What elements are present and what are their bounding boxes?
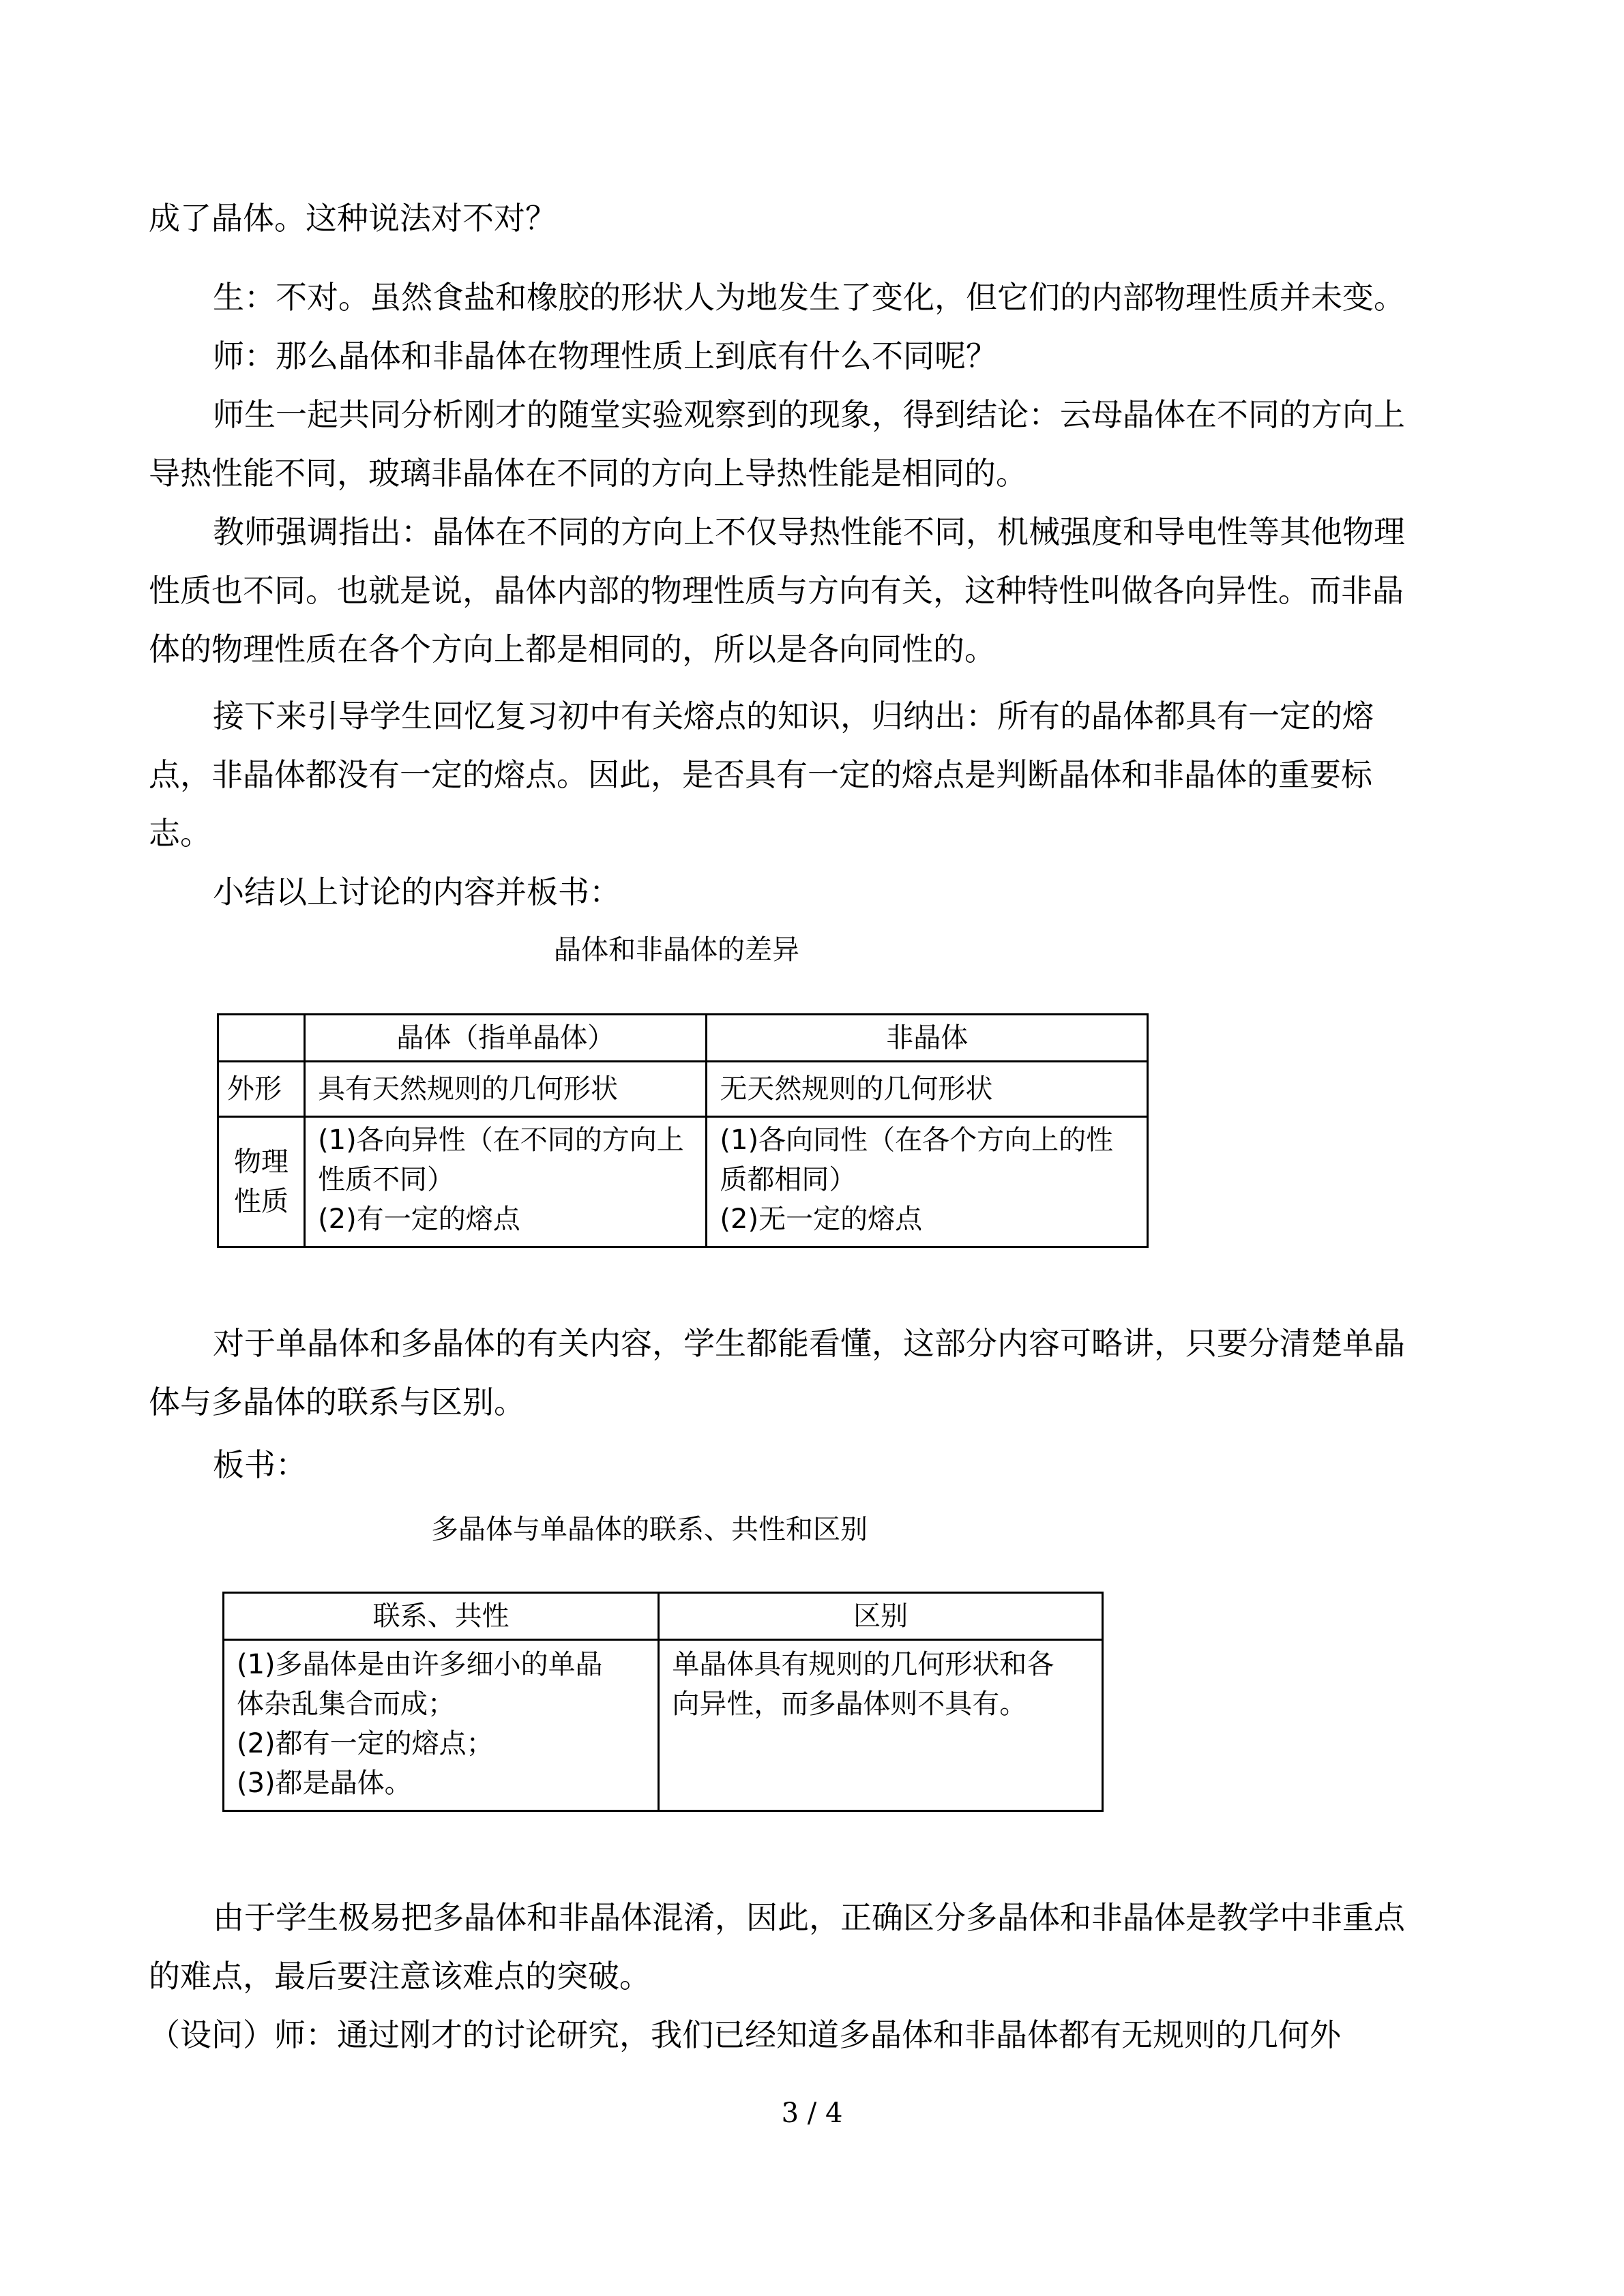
row-label (218, 1117, 305, 1247)
row-label-line: 性质 (234, 1186, 289, 1217)
cell-line: (2)都有一定的熔点； (237, 1728, 494, 1759)
row-label: 外形 (218, 1062, 305, 1117)
cell-line: 质都相同） (720, 1164, 857, 1195)
paragraph-line: 导热性能不同，玻璃非晶体在不同的方向上导热性能是相同的。 (149, 455, 1027, 492)
table-cell: 具有天然规则的几何形状 (305, 1062, 707, 1117)
crystal-comparison-table (217, 1013, 1149, 1248)
table-caption: 晶体和非晶体的差异 (554, 934, 799, 966)
cell-line: (3)都是晶体。 (237, 1768, 412, 1799)
paragraph-line: 师：那么晶体和非晶体在物理性质上到底有什么不同呢？ (213, 338, 997, 374)
paragraph-line: 由于学生极易把多晶体和非晶体混淆，因此，正确区分多晶体和非晶体是教学中非重点 (213, 1899, 1405, 1936)
table-row (218, 1062, 1148, 1117)
table-header-row (224, 1593, 1103, 1640)
paragraph-line: 性质也不同。也就是说，晶体内部的物理性质与方向有关，这种特性叫做各向异性。而非晶 (149, 572, 1404, 609)
table-header-row (218, 1015, 1148, 1062)
paragraph-line: 体的物理性质在各个方向上都是相同的，所以是各向同性的。 (149, 631, 996, 668)
paragraph-line: 小结以上讨论的内容并板书： (213, 874, 621, 910)
paragraph-line: （设问）师：通过刚才的讨论研究，我们已经知道多晶体和非晶体都有无规则的几何外 (149, 2016, 1341, 2053)
paragraph-line: 成了晶体。这种说法对不对？ (149, 200, 557, 237)
paragraph-line: 点，非晶体都没有一定的熔点。因此，是否具有一定的熔点是判断晶体和非晶体的重要标 (149, 756, 1372, 793)
table-row (218, 1117, 1148, 1247)
row-label-line: 物理 (234, 1146, 289, 1178)
header-cell: 联系、共性 (224, 1593, 659, 1640)
header-cell: 非晶体 (707, 1015, 1148, 1062)
header-cell (218, 1015, 305, 1062)
cell-line: (1)各向同性（在各个方向上的性 (720, 1124, 1114, 1156)
table-cell (659, 1640, 1103, 1811)
header-cell: 晶体（指单晶体） (305, 1015, 707, 1062)
table-cell (224, 1640, 659, 1811)
paragraph-line: 板书： (213, 1446, 307, 1483)
paragraph-line: 志。 (149, 815, 211, 852)
table-cell: 无天然规则的几何形状 (707, 1062, 1148, 1117)
paragraph-line: 教师强调指出：晶体在不同的方向上不仅导热性能不同，机械强度和导电性等其他物理 (213, 513, 1405, 550)
table-caption: 多晶体与单晶体的联系、共性和区别 (431, 1514, 868, 1545)
cell-line: 向异性，而多晶体则不具有。 (672, 1688, 1027, 1720)
paragraph-line: 对于单晶体和多晶体的有关内容，学生都能看懂，这部分内容可略讲，只要分清楚单晶 (213, 1325, 1405, 1362)
table-row (224, 1640, 1103, 1811)
paragraph-line: 生：不对。虽然食盐和橡胶的形状人为地发生了变化，但它们的内部物理性质并未变。 (213, 279, 1405, 316)
cell-line: (1)多晶体是由许多细小的单晶 (237, 1649, 603, 1680)
poly-single-crystal-table (222, 1592, 1104, 1812)
paragraph-line: 师生一起共同分析刚才的随堂实验观察到的现象，得到结论：云母晶体在不同的方向上 (213, 396, 1405, 433)
cell-line: 性质不同） (318, 1164, 455, 1195)
cell-line: (2)无一定的熔点 (720, 1204, 923, 1235)
paragraph-line: 体与多晶体的联系与区别。 (149, 1384, 525, 1420)
paragraph-line: 的难点，最后要注意该难点的突破。 (149, 1958, 651, 1995)
cell-line: (1)各向异性（在不同的方向上 (318, 1124, 684, 1156)
cell-line: 体杂乱集合而成； (237, 1688, 455, 1720)
cell-line: 单晶体具有规则的几何形状和各 (672, 1649, 1054, 1680)
table-cell (707, 1117, 1148, 1247)
header-cell: 区别 (659, 1593, 1103, 1640)
table-cell (305, 1117, 707, 1247)
paragraph-line: 接下来引导学生回忆复习初中有关熔点的知识，归纳出：所有的晶体都具有一定的熔 (213, 698, 1374, 734)
cell-line: (2)有一定的熔点 (318, 1204, 520, 1235)
page-number: 3 / 4 (781, 2098, 843, 2129)
